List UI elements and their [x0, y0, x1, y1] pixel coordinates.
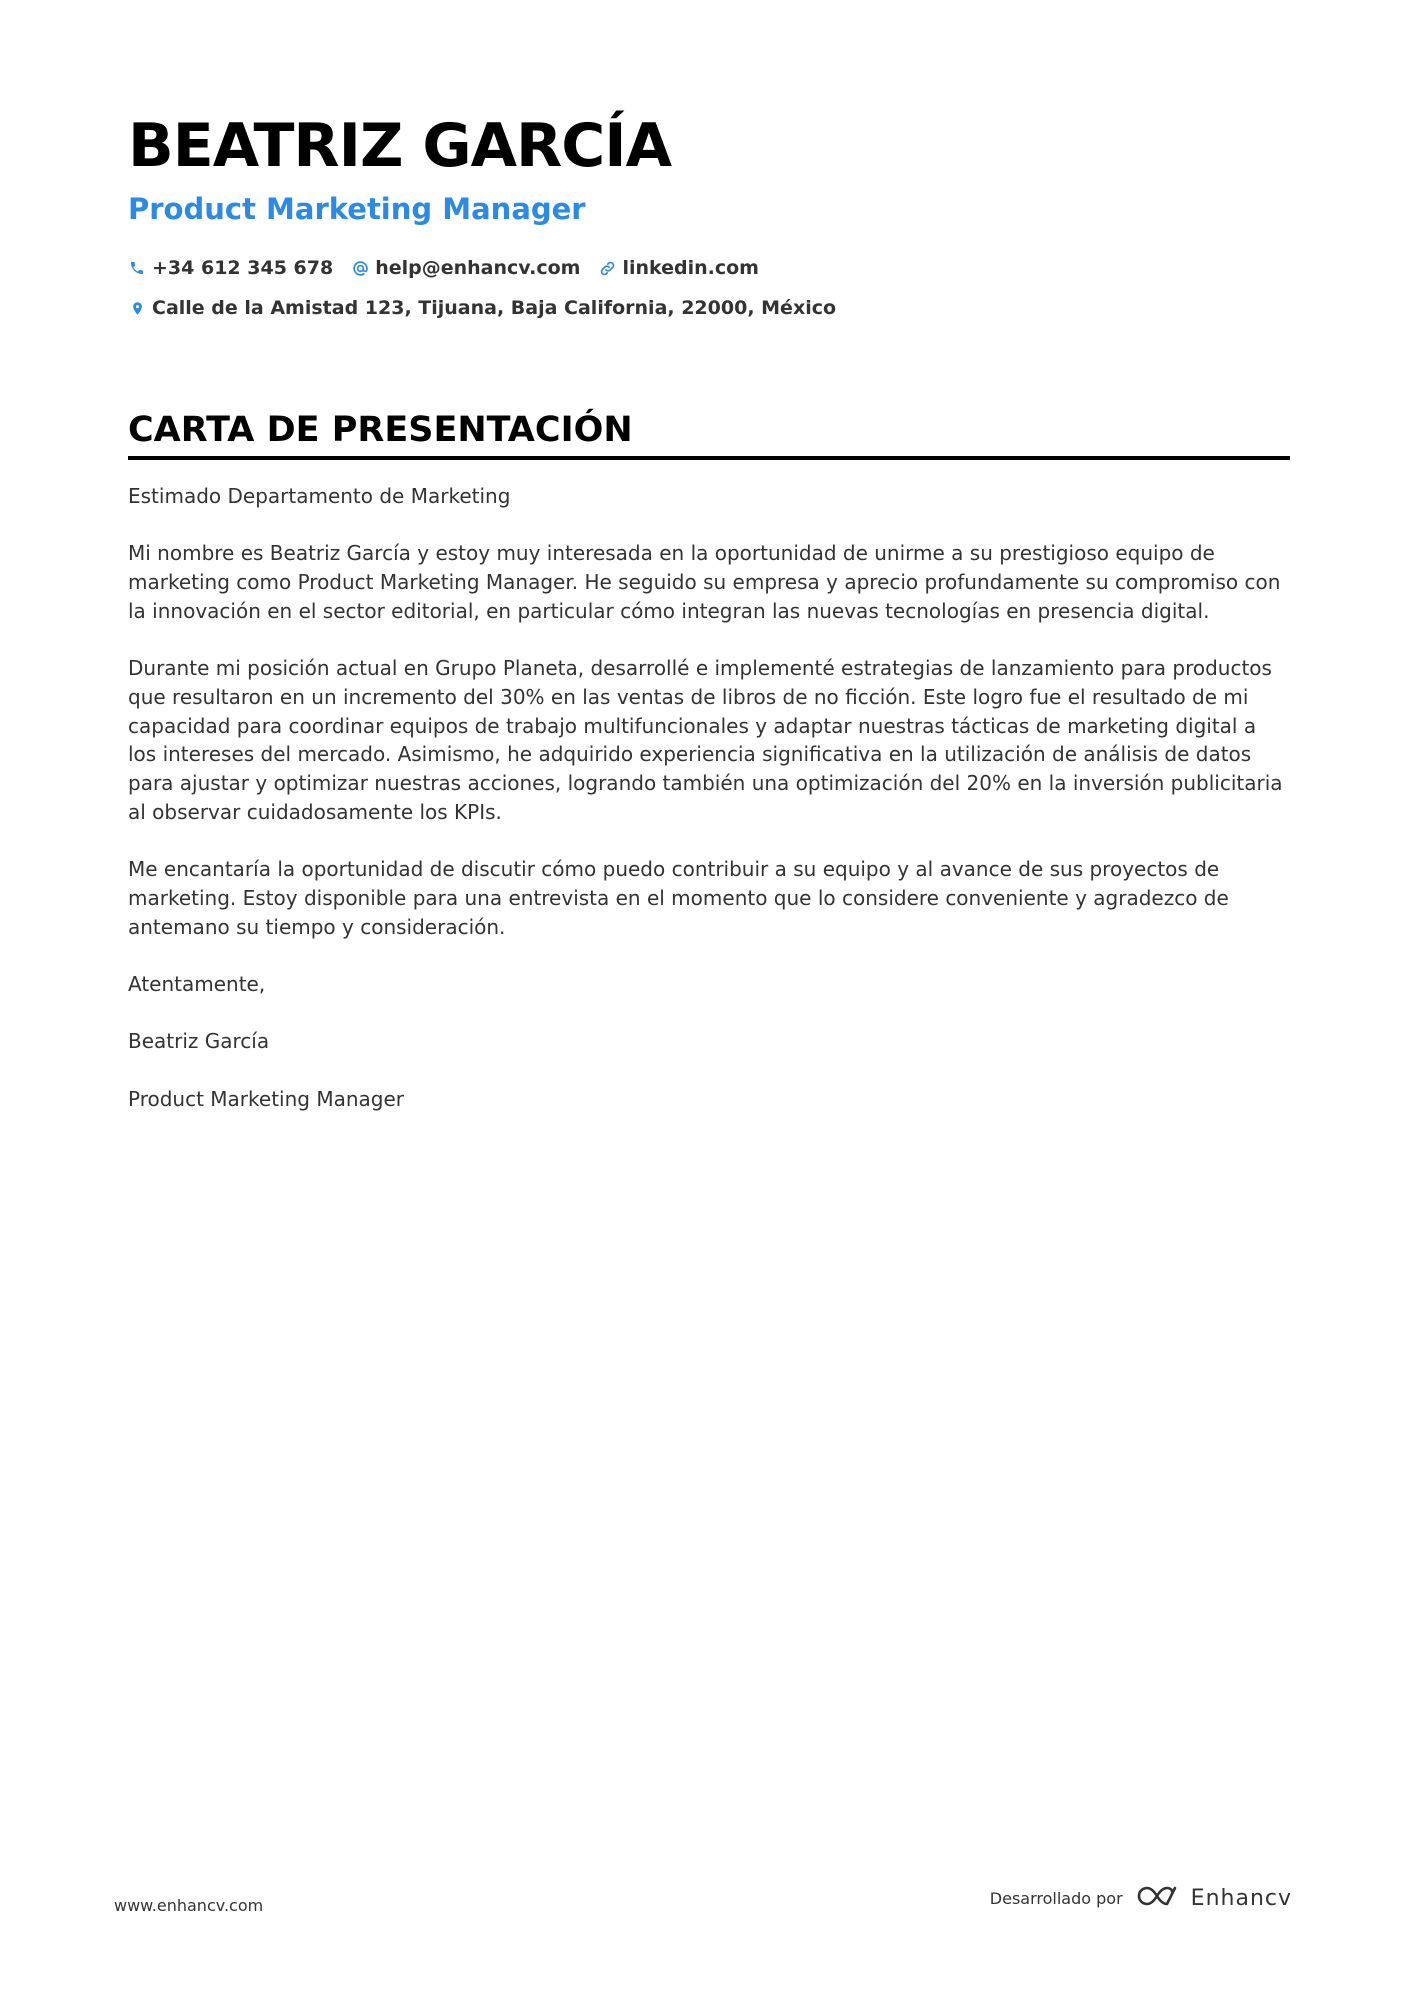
infinity-logo-icon — [1135, 1884, 1181, 1912]
phone-icon — [128, 259, 146, 277]
letter-paragraph: Durante mi posición actual en Grupo Planeta, desarrollé e implementé estrategias de lanzamiento para productos que resultaron en un incremento del 30% en las ventas de libros de no ficción. Este logro fue el resultado de mi capacidad para coordinar equipos de trabajo multifuncionales y adaptar nuestras tácticas de marketing digital a los intereses del mercado. Asimismo, he adquirido experiencia significativa en la utilización de análisis de datos para ajustar y optimizar nuestras acciones, logrando también una optimización del 20% en la inversión publicitaria al observar cuidadosamente los KPIs. — [128, 656, 1283, 824]
link-contact[interactable] — [598, 257, 759, 279]
email-contact[interactable] — [351, 257, 580, 279]
signature-title: Product Marketing Manager — [128, 1086, 404, 1111]
brand-name: Enhancv — [1190, 1885, 1292, 1911]
greeting: Estimado Departamento de Marketing — [128, 484, 511, 508]
footer-branding — [990, 1884, 1292, 1912]
powered-by-label: Desarrollado por — [989, 1888, 1123, 1908]
section-title: CARTA DE PRESENTACIÓN — [128, 408, 1290, 460]
closing: Atentamente, — [128, 971, 266, 996]
phone-contact — [128, 257, 333, 279]
letter-body — [128, 482, 1290, 1113]
footer-website[interactable]: www.enhancv.com — [114, 1896, 264, 1915]
address-contact — [128, 297, 836, 319]
address: Calle de la Amistad 123, Tijuana, Baja California, 22000, México — [152, 297, 837, 319]
contact-info — [128, 248, 1288, 328]
location-pin-icon — [128, 299, 146, 317]
contact-row-2 — [128, 288, 1288, 328]
signature-name: Beatriz García — [128, 1029, 270, 1054]
profile-link[interactable]: linkedin.com — [622, 257, 759, 279]
at-icon — [351, 259, 369, 277]
applicant-name: BEATRIZ GARCÍA — [128, 111, 672, 181]
letter-paragraph: Me encantaría la oportunidad de discutir cómo puedo contribuir a su equipo y al avance de sus proyectos de marketing. Estoy disponible para una entrevista en el momento que lo considere conveniente y agradezco de antemano su tiempo y consideración. — [128, 857, 1229, 939]
cover-letter-section — [128, 408, 1290, 1142]
contact-row-1 — [128, 248, 1288, 288]
link-icon — [598, 259, 616, 277]
phone-number: +34 612 345 678 — [152, 257, 334, 279]
job-title: Product Marketing Manager — [128, 192, 586, 226]
enhancv-logo[interactable] — [1135, 1884, 1292, 1912]
letter-paragraph: Mi nombre es Beatriz García y estoy muy interesada en la oportunidad de unirme a su prestigioso equipo de marketing como Product Marketing Manager. He seguido su empresa y aprecio profundamente su compromiso con la innovación en el sector editorial, en particular cómo integran las nuevas tecnologías en presencia digital. — [128, 541, 1281, 623]
email-address[interactable]: help@enhancv.com — [375, 257, 581, 279]
header — [128, 110, 1288, 328]
